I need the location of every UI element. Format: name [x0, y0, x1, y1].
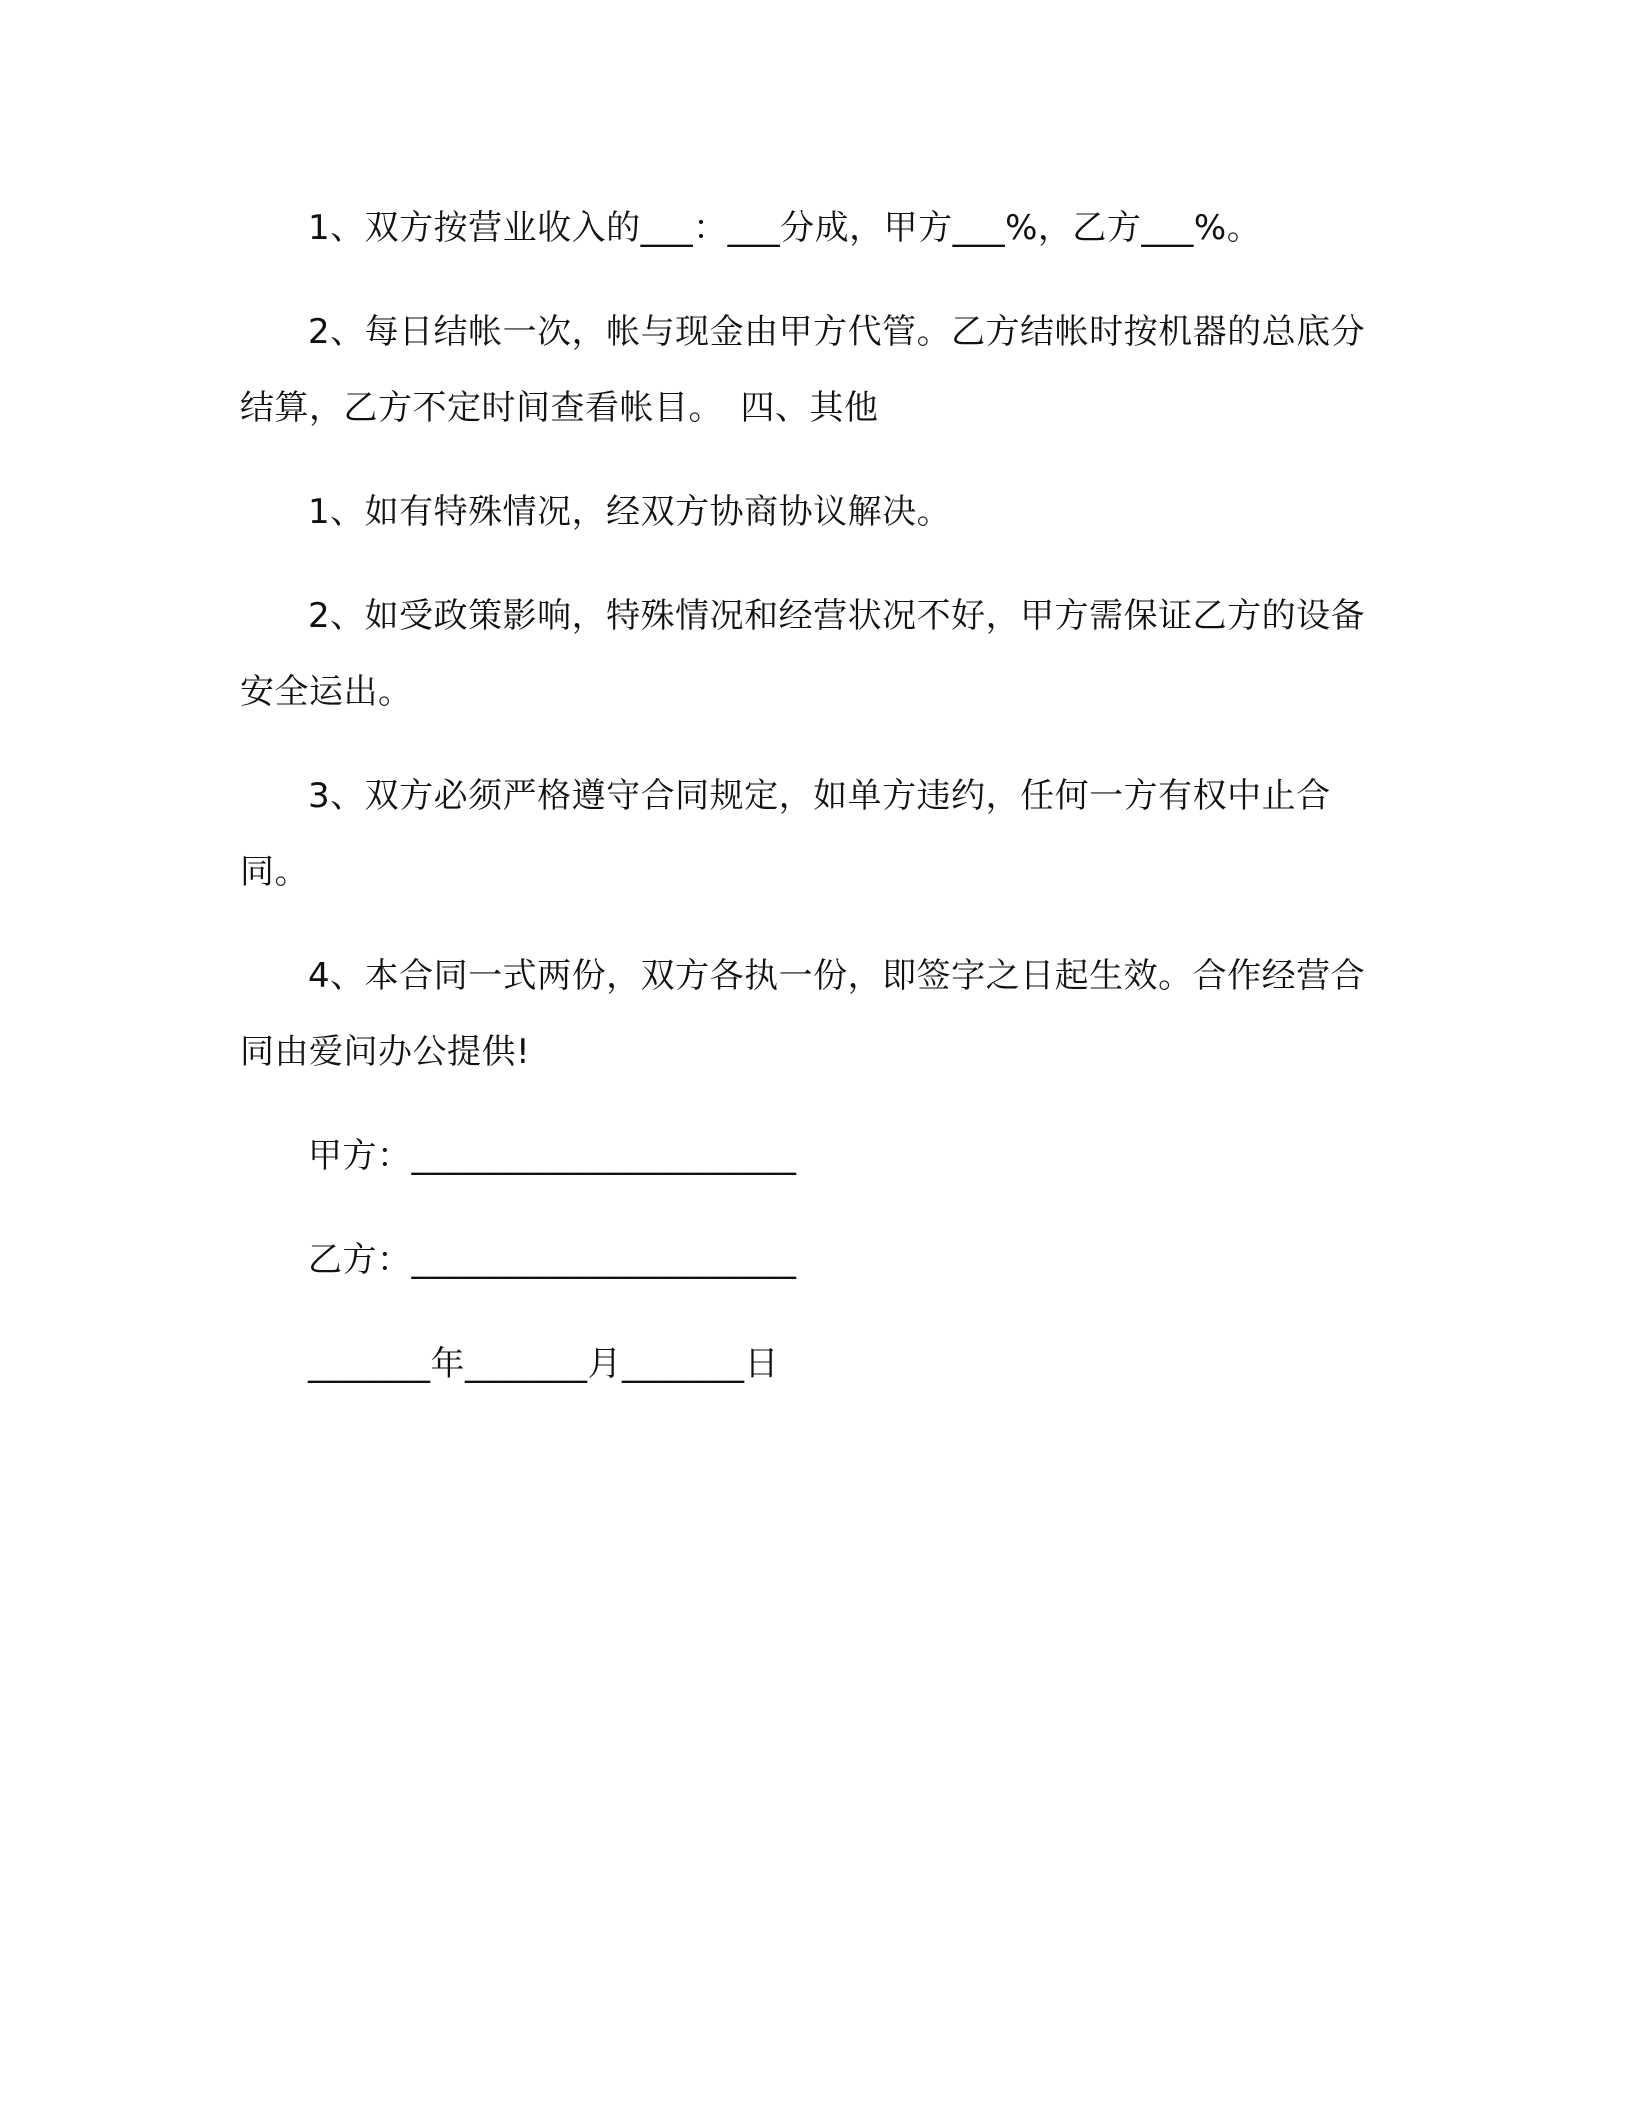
- clause-1-revenue-split: 1、双方按营业收入的___：___分成，甲方___%，乙方___%。: [308, 208, 1262, 248]
- party-a-signature-line: 甲方：______________________: [308, 1136, 797, 1176]
- clause-2-daily-settlement: 2、每日结帐一次，帐与现金由甲方代管。乙方结帐时按机器的总底分结算，乙方不定时间查看帐目。 四、其他: [240, 312, 1366, 428]
- date-line: _______年_______月_______日: [308, 1344, 779, 1384]
- other-clause-4: 4、本合同一式两份，双方各执一份，即签字之日起生效。合作经营合同由爱问办公提供!: [240, 956, 1366, 1072]
- other-clause-2: 2、如受政策影响，特殊情况和经营状况不好，甲方需保证乙方的设备安全运出。: [240, 596, 1366, 712]
- other-clause-3: 3、双方必须严格遵守合同规定，如单方违约，任何一方有权中止合同。: [240, 776, 1331, 892]
- other-clause-1: 1、如有特殊情况，经双方协商协议解决。: [308, 492, 952, 532]
- party-b-signature-line: 乙方：______________________: [308, 1240, 797, 1280]
- document-body: [240, 190, 1375, 1430]
